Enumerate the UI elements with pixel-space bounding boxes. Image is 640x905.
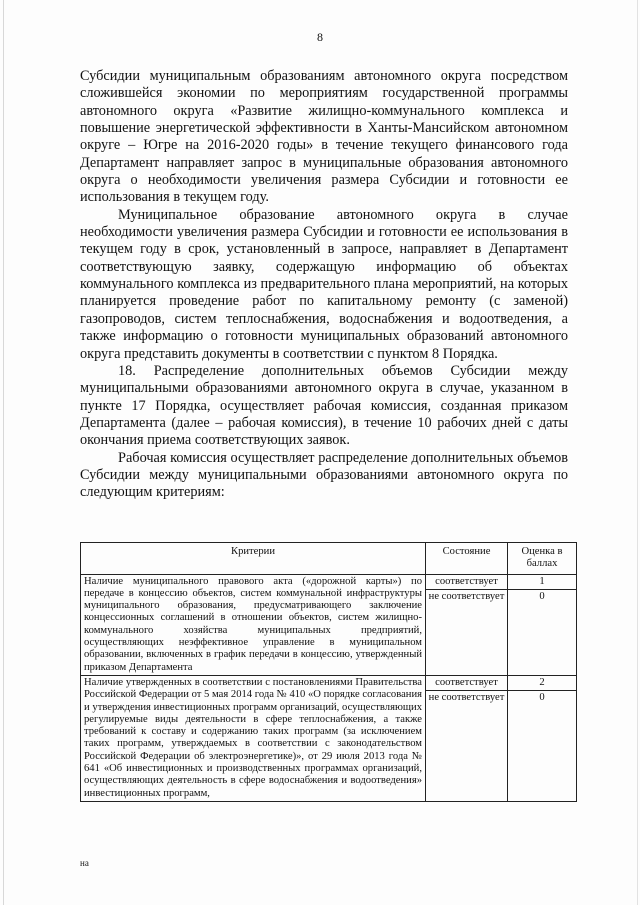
header-state: Состояние xyxy=(426,543,508,575)
score-cell xyxy=(508,574,577,675)
paragraph-commission-criteria: Рабочая комиссия осуществляет распределение дополнительных объемов Субсидии между муниципальными образованиями автономного округа по следующим критериям: xyxy=(80,449,568,501)
table-row xyxy=(81,675,577,801)
score-value: 2 xyxy=(508,676,576,691)
score-cell xyxy=(508,675,577,801)
page-number: 8 xyxy=(317,30,323,44)
page-edge-right xyxy=(637,0,638,905)
paragraph-subsidy-request: Субсидии муниципальным образованиям автономного округа посредством сложившейся экономии по мероприятиям государственной программы автономного округа «Развитие жилищно-коммунального комплекса и повышение энергетической эффективности в Ханты-Мансийском автономном округе – Югре на 2016-2020 годы» в течение текущего финансового года Департамент направляет запрос в муниципальные образования автономного округа о необходимости увеличения размера Субсидии и готовности ее использования в текущем году. xyxy=(80,68,568,206)
table-row xyxy=(81,574,577,675)
score-value: 0 xyxy=(539,692,545,704)
header-criteria: Критерии xyxy=(81,543,426,575)
state-option: соответствует xyxy=(426,676,507,691)
page-edge-left xyxy=(3,0,4,905)
paragraph-municipal-application: Муниципальное образование автономного округа в случае необходимости увеличения размера Субсидии и готовности ее использования в текущем году в срок, установленный в запросе, направляет в Департамент соответствующую заявку, содержащую информацию об объектах коммунального комплекса из предварительного плана мероприятий, на которых планируется проведение работ по капитальному ремонту (с заменой) газопроводов, систем теплоснабжения, водоснабжения и водоотведения, а также информацию о готовности муниципальных образований автономного округа представить документы в соответствии с пунктом 8 Порядка. xyxy=(80,206,568,362)
criterion-text: Наличие утвержденных в соответствии с постановлениями Правительства Российской Федерации от 5 мая 2014 года № 410 «О порядке согласования и утверждения инвестиционных программ организаций, осуществляющих регулируемые виды деятельности в сфере теплоснабжения, а также требований к составу и содержанию таких программ (за исключением таких программ, утверждаемых в соответствии с законодательством Российской Федерации об электроэнергетике)», от 29 июля 2013 года № 641 «Об инвестиционных и производственных программах организаций, осуществляющих деятельность в сфере водоснабжения и водоотведения» инвестиционных программ, xyxy=(81,675,426,801)
document-body xyxy=(80,68,568,502)
criterion-text: Наличие муниципального правового акта («дорожной карты») по передаче в концессию объектов, систем коммунальной инфраструктуры муниципального образования, предусматривающего заключение концессионных соглашений в отношении объектов, систем жилищно-коммунального хозяйства муниципальных предприятий, осуществляющих неэффективное управление в муниципальном образовании, включенных в график передачи в концессию, утвержденный приказом Департамента xyxy=(81,574,426,675)
state-option: не соответствует xyxy=(428,692,505,704)
criteria-table-header-row xyxy=(81,543,577,575)
state-cell xyxy=(426,574,508,675)
state-cell xyxy=(426,675,508,801)
score-value: 0 xyxy=(539,590,545,602)
score-value: 1 xyxy=(508,575,576,590)
criteria-table xyxy=(80,542,577,802)
state-option: не соответствует xyxy=(428,590,505,602)
footer-note: на xyxy=(80,858,89,868)
paragraph-item-18: 18. Распределение дополнительных объемов Субсидии между муниципальными образованиями автономного округа в случае, указанном в пункте 17 Порядка, осуществляет рабочая комиссия, созданная приказом Департамента (далее – рабочая комиссия), в течение 10 рабочих дней с даты окончания приема соответствующих заявок. xyxy=(80,362,568,449)
header-score: Оценка в баллах xyxy=(508,543,577,575)
state-option: соответствует xyxy=(426,575,507,590)
